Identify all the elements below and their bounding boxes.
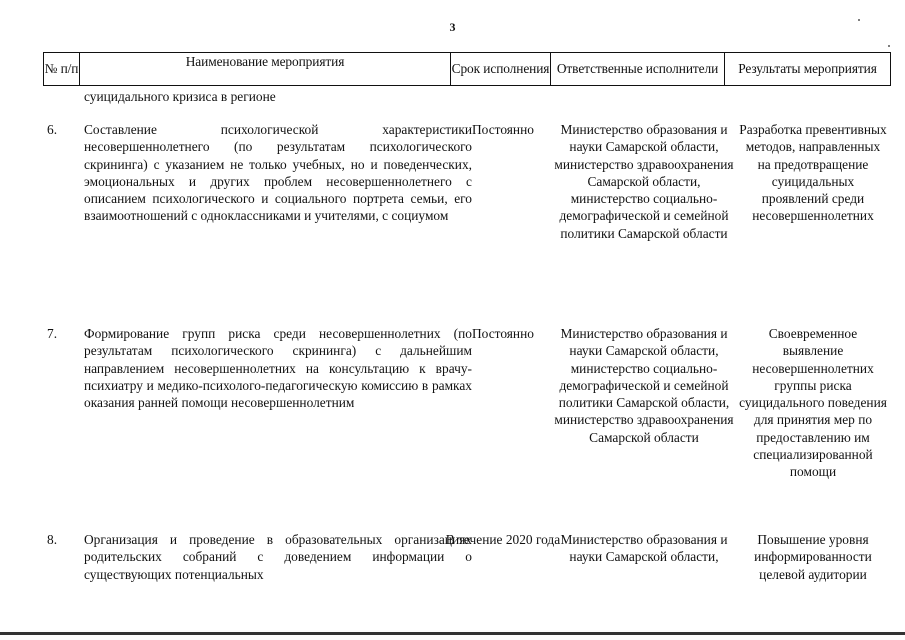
- header-num: № п/п: [44, 53, 80, 86]
- row-term: Постоянно: [472, 326, 534, 341]
- row-responsible: Министерство образования и науки Самарской области, министерство здравоохранения Самарской области, министерство социально-демографической и семейной политики Самарской области: [554, 122, 734, 241]
- row-name: Составление психологической характеристики несовершеннолетнего (по результатам психологического скрининга) с указанием не только учебных, но и поведенческих, эмоциональных и других проблем несовершеннолетнего с описанием психологического и социального портрета семьи, его взаимоотношений с одноклассниками и учителями, с социумом: [84, 122, 472, 224]
- header-name: Наименование мероприятия: [80, 53, 451, 86]
- row-results: Своевременное выявление несовершеннолетних группы риска суицидального поведения для принятия мер по предоставлению им специализированной помощи: [739, 326, 887, 480]
- scan-speck: [888, 45, 890, 47]
- row-number: 7.: [47, 326, 58, 341]
- table-header: [43, 52, 891, 86]
- row-responsible: Министерство образования и науки Самарской области,: [560, 532, 728, 565]
- row-number: 8.: [47, 532, 58, 547]
- row-number: 6.: [47, 122, 58, 137]
- row-responsible: Министерство образования и науки Самарской области, министерство социально-демографической и семейной политики Самарской области, министерство здравоохранения Самарской области: [554, 326, 734, 445]
- row-results: Разработка превентивных методов, направленных на предотвращение суицидальных проявлений среди несовершеннолетних: [739, 122, 887, 224]
- row-term: Постоянно: [472, 122, 534, 137]
- continuation-text: суицидального кризиса в регионе: [84, 89, 276, 104]
- page-bottom-edge: [0, 632, 905, 635]
- row-name: Организация и проведение в образовательных организациях родительских собраний с доведением информации о существующих потенциальных: [84, 532, 472, 582]
- header-term: Срок исполнения: [451, 53, 551, 86]
- scan-speck: [858, 19, 860, 21]
- header-responsible: Ответственные исполнители: [551, 53, 725, 86]
- row-name: Формирование групп риска среди несовершеннолетних (по результатам психологического скрининга) с дальнейшим направлением несовершеннолетних на консультацию к врачу-психиатру и медико-психолого-педагогическую комиссию в рамках оказания ранней помощи несовершеннолетним: [84, 326, 472, 411]
- header-results: Результаты мероприятия: [725, 53, 891, 86]
- row-results: Повышение уровня информированности целевой аудитории: [754, 532, 872, 582]
- page-number: 3: [449, 20, 456, 34]
- row-term: В течение 2020 года: [445, 532, 561, 547]
